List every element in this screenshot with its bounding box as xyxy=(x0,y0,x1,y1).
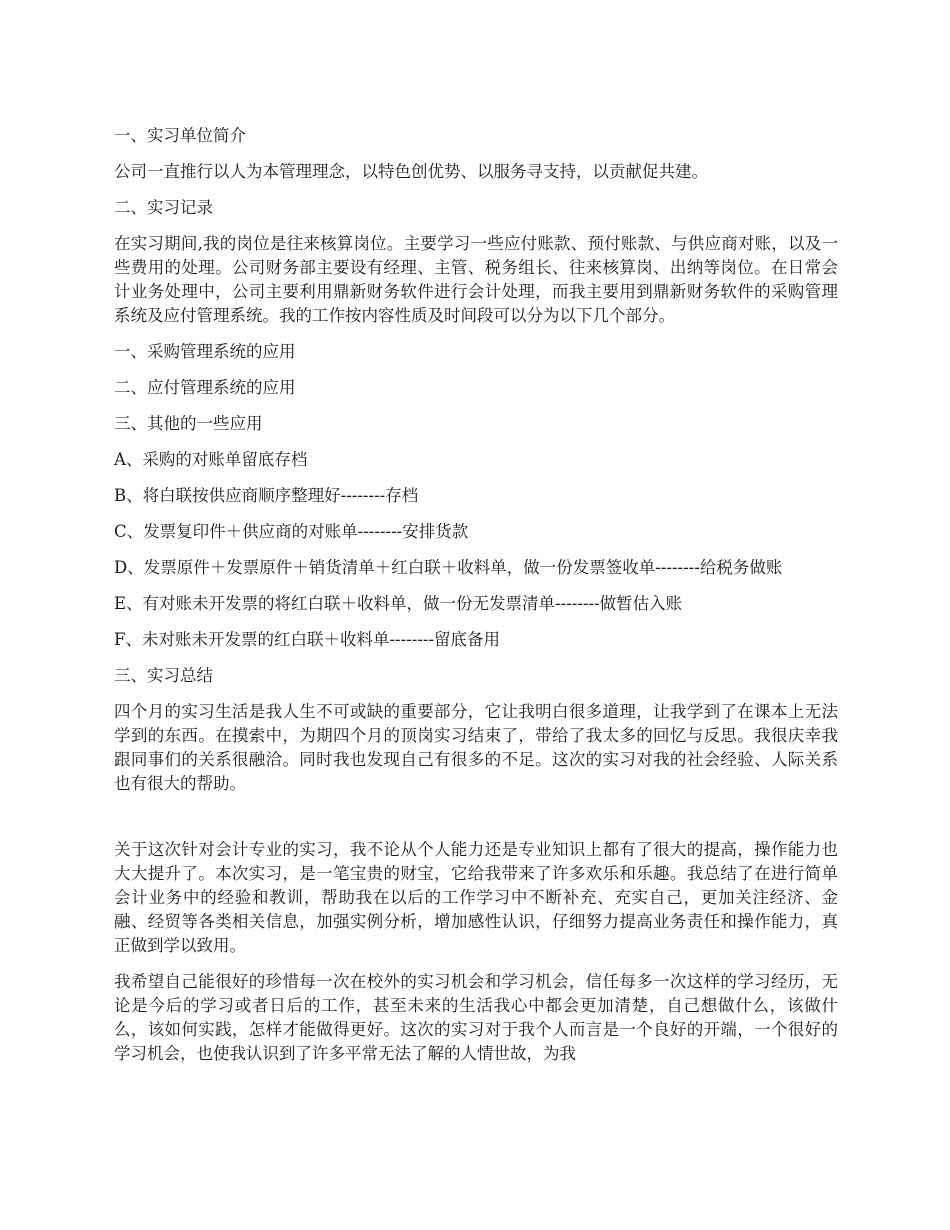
paragraph-summary-3: 我希望自己能很好的珍惜每一次在校外的实习机会和学习机会，信任每多一次这样的学习经历，无论是今后的学习或者日后的工作，甚至未来的生活我心中都会更加清楚，自己想做什么，该做什么，该如何实践，怎样才能做得更好。这次的实习对于我个人而言是一个良好的开端，一个很好的学习机会，也使我认识到了许多平常无法了解的人情世故，为我 xyxy=(114,972,838,1063)
paragraph-company-philosophy: 公司一直推行以人为本管理理念，以特色创优势、以服务寻支持，以贡献促共建。 xyxy=(114,162,708,181)
paragraph-summary-1: 四个月的实习生活是我人生不可或缺的重要部分，它让我明白很多道理，让我学到了在课本上无法学到的东西。在摸索中，为期四个月的顶岗实习结束了，带给了我太多的回忆与反思。我很庆幸我跟同事们的关系很融洽。同时我也发现自己有很多的不足。这次的实习对我的社会经验、人际关系也有很大的帮助。 xyxy=(114,702,838,793)
list-item-other-applications: 三、其他的一些应用 xyxy=(114,414,263,433)
list-item-b: B、将白联按供应商顺序整理好--------存档 xyxy=(114,486,419,505)
list-item-purchase-system: 一、采购管理系统的应用 xyxy=(114,342,296,361)
list-item-c: C、发票复印件＋供应商的对账单--------安排货款 xyxy=(114,522,469,541)
list-item-f: F、未对账未开发票的红白联＋收料单--------留底备用 xyxy=(114,630,501,649)
paragraph-summary-2: 关于这次针对会计专业的实习，我不论从个人能力还是专业知识上都有了很大的提高，操作能力也大大提升了。本次实习，是一笔宝贵的财宝，它给我带来了许多欢乐和乐趣。我总结了在进行简单会计业务中的经验和教训，帮助我在以后的工作学习中不断补充、充实自己，更加关注经济、金融、经贸等各类相关信息，加强实例分析，增加感性认识，仔细努力提高业务责任和操作能力，真正做到学以致用。 xyxy=(114,840,838,955)
paragraph-internship-position: 在实习期间,我的岗位是往来核算岗位。主要学习一些应付账款、预付账款、与供应商对账，以及一些费用的处理。公司财务部主要设有经理、主管、税务组长、往来核算岗、出纳等岗位。在日常会计业务处理中，公司主要利用鼎新财务软件进行会计处理，而我主要用到鼎新财务软件的采购管理系统及应付管理系统。我的工作按内容性质及时间段可以分为以下几个部分。 xyxy=(114,234,838,325)
list-item-e: E、有对账未开发票的将红白联＋收料单，做一份无发票清单--------做暂估入账 xyxy=(114,594,683,613)
list-item-a: A、采购的对账单留底存档 xyxy=(114,450,308,469)
heading-unit-intro: 一、实习单位简介 xyxy=(114,126,246,145)
heading-internship-record: 二、实习记录 xyxy=(114,198,213,217)
heading-internship-summary: 三、实习总结 xyxy=(114,666,213,685)
list-item-d: D、发票原件＋发票原件＋销货清单＋红白联＋收料单，做一份发票签收单--------给税务做账 xyxy=(114,558,783,577)
list-item-payable-system: 二、应付管理系统的应用 xyxy=(114,378,296,397)
section-gap xyxy=(114,808,838,838)
document-body xyxy=(114,124,838,1078)
